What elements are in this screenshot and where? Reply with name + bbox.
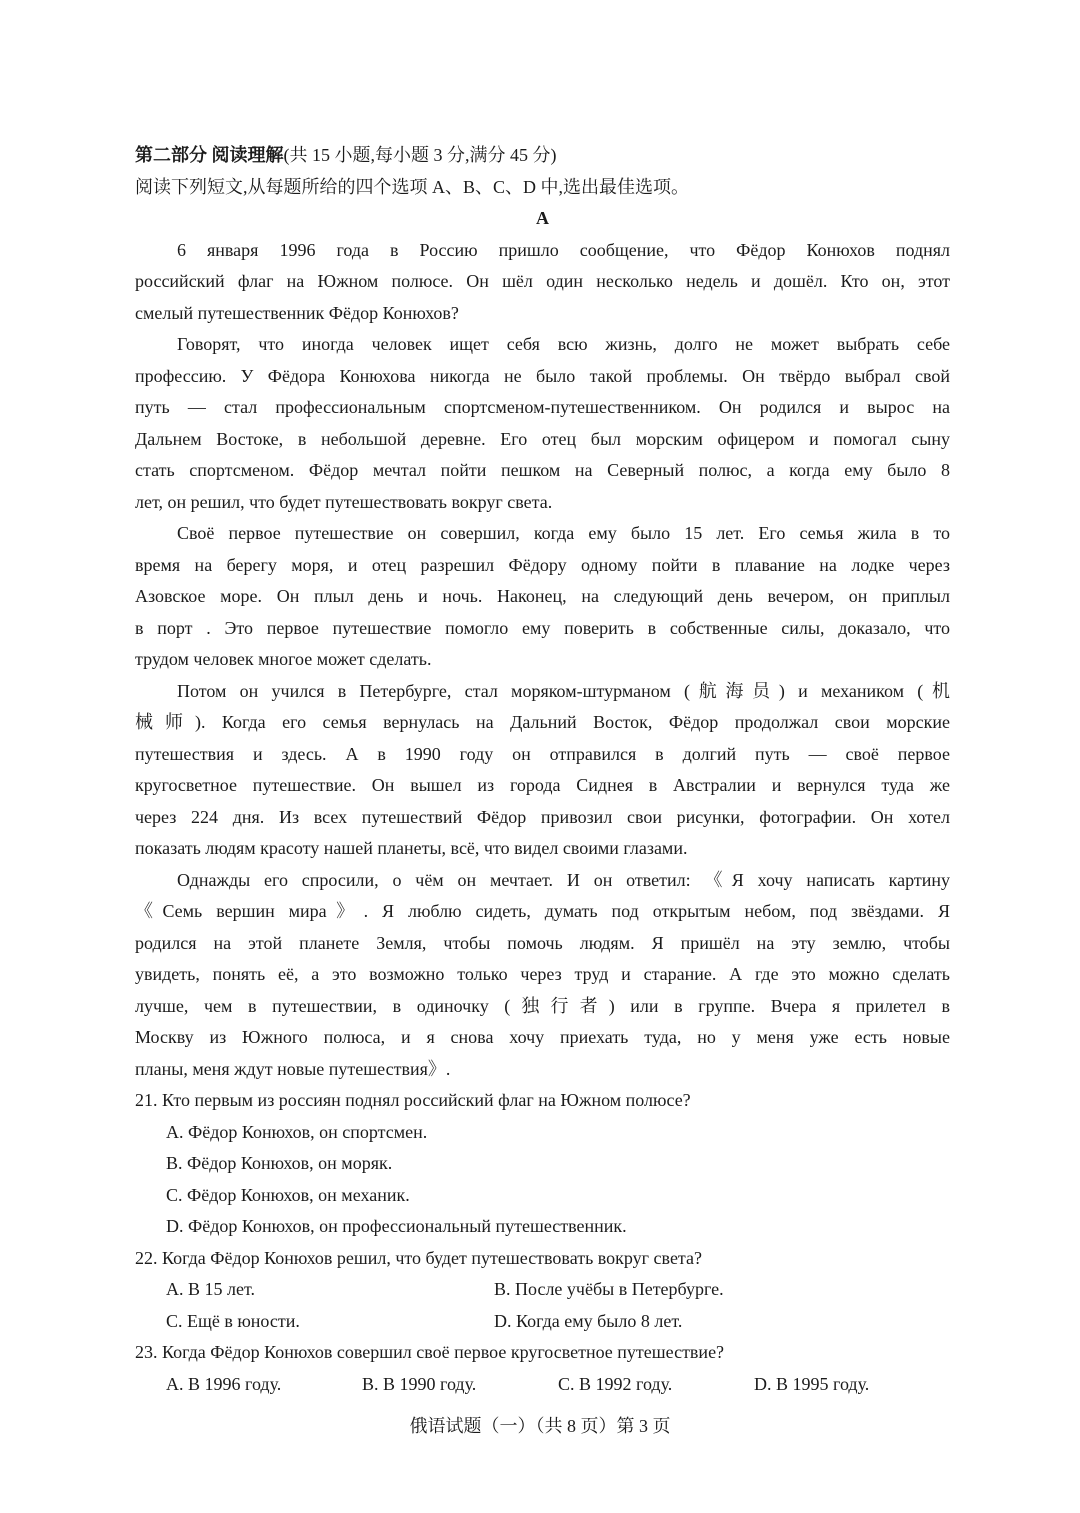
paragraph-line: трудом человек многое может сделать. <box>135 649 432 669</box>
section-note: (共 15 小题,每小题 3 分,满分 45 分) <box>283 145 557 165</box>
answer-option[interactable]: A. Фёдор Конюхов, он спортсмен. <box>166 1121 428 1142</box>
paragraph-line: профессию. У Фёдора Конюхова никогда не было такой проблемы. Он твёрдо выбрал свой <box>135 365 950 386</box>
paragraph-line: Однажды его спросили, о чём он мечтает. И он ответил: 《Я хочу написать картину <box>177 869 950 890</box>
option-row <box>135 1117 950 1149</box>
passage <box>135 235 950 1086</box>
paragraph <box>135 329 950 518</box>
questions <box>135 1085 950 1400</box>
paragraph-line: путь — стал профессиональным спортсменом-путешественником. Он родился и вырос на <box>135 397 950 417</box>
answer-option[interactable]: D. Фёдор Конюхов, он профессиональный путешественник. <box>166 1216 627 1236</box>
answer-option[interactable]: D. Когда ему было 8 лет. <box>494 1310 683 1331</box>
paragraph-line: время на берегу моря, и отец разрешил Фёдору одному пойти в плавание на лодке через <box>135 554 950 575</box>
paragraph <box>135 235 950 330</box>
answer-option[interactable]: A. В 15 лет. <box>166 1279 255 1299</box>
paragraph-line: стать спортсменом. Фёдор мечтал пойти пешком на Северный полюс, а когда ему было 8 <box>135 460 950 480</box>
paragraph-line: Потом он учился в Петербурге, стал моряком-штурманом (航海员) и механиком (机 <box>177 680 950 701</box>
paragraph <box>135 865 950 1086</box>
paragraph-line: путешествия и здесь. А в 1990 году он отправился в долгий путь — своё первое <box>135 743 950 764</box>
question <box>135 1337 950 1400</box>
option-row <box>135 1180 950 1212</box>
paragraph-line: увидеть, понять её, а это возможно только через труд и старание. А где это можно сделать <box>135 964 950 984</box>
paragraph-line: 6 января 1996 года в Россию пришло сообщение, что Фёдор Конюхов поднял <box>177 239 950 260</box>
question <box>135 1085 950 1243</box>
question <box>135 1243 950 1338</box>
option-row <box>135 1211 950 1243</box>
question-stem: 23. Когда Фёдор Конюхов совершил своё первое кругосветное путешествие? <box>135 1342 725 1362</box>
paragraph-line: родился на этой планете Земля, чтобы помочь людям. Я пришёл на эту землю, чтобы <box>135 932 950 953</box>
paragraph-line: планы, меня ждут новые путешествия》. <box>135 1058 451 1079</box>
answer-option[interactable]: B. Фёдор Конюхов, он моряк. <box>166 1153 393 1173</box>
option-row <box>135 1148 950 1180</box>
passage-label: A <box>536 208 549 228</box>
question-stem: 21. Кто первым из россиян поднял российский флаг на Южном полюсе? <box>135 1090 691 1110</box>
answer-option[interactable]: A. В 1996 году. <box>166 1373 282 1394</box>
paragraph-line: кругосветное путешествие. Он вышел из города Сиднея в Австралии и вернулся туда же <box>135 775 950 795</box>
answer-option[interactable]: C. В 1992 году. <box>558 1373 673 1394</box>
section-title: 第二部分 阅读理解 <box>135 145 284 165</box>
paragraph-line: через 224 дня. Из всех путешествий Фёдор привозил свои рисунки, фотографии. Он хотел <box>135 806 950 827</box>
answer-option[interactable]: B. После учёбы в Петербурге. <box>494 1279 724 1299</box>
section-heading <box>135 140 950 172</box>
answer-option[interactable]: B. В 1990 году. <box>362 1373 477 1394</box>
answer-option[interactable]: D. В 1995 году. <box>754 1373 870 1394</box>
paragraph-line: Своё первое путешествие он совершил, когда ему было 15 лет. Его семья жила в то <box>177 523 950 543</box>
instruction: 阅读下列短文,从每题所给的四个选项 A、B、C、D 中,选出最佳选项。 <box>135 176 690 197</box>
paragraph-line: 械师). Когда его семья вернулась на Дальний Восток, Фёдор продолжал свои морские <box>135 712 950 732</box>
exam-page <box>135 140 950 1400</box>
paragraph-line: 《Семь вершин мира》. Я люблю сидеть, думать под открытым небом, под звёздами. Я <box>135 901 950 921</box>
paragraph-line: показать людям красоту нашей планеты, всё, что видел своими глазами. <box>135 838 688 858</box>
paragraph-line: Азовское море. Он плыл день и ночь. Наконец, на следующий день вечером, он приплыл <box>135 586 950 606</box>
paragraph-line: российский флаг на Южном полюсе. Он шёл один несколько недель и дошёл. Кто он, этот <box>135 271 950 291</box>
question-stem: 22. Когда Фёдор Конюхов решил, что будет путешествовать вокруг света? <box>135 1247 702 1268</box>
paragraph-line: Дальнем Востоке, в небольшой деревне. Его отец был морским офицером и помогал сыну <box>135 428 950 449</box>
paragraph-line: в порт . Это первое путешествие помогло ему поверить в собственные силы, доказало, что <box>135 617 950 638</box>
option-row <box>135 1306 950 1338</box>
paragraph <box>135 676 950 865</box>
option-row <box>135 1274 950 1306</box>
paragraph-line: лучше, чем в путешествии, в одиночку (独行者) или в группе. Вчера я прилетел в <box>135 995 950 1016</box>
paragraph-line: Москву из Южного полюса, и я снова хочу приехать туда, но у меня уже есть новые <box>135 1027 950 1047</box>
paragraph-line: смелый путешественник Фёдор Конюхов? <box>135 302 459 323</box>
paragraph <box>135 518 950 676</box>
answer-option[interactable]: C. Фёдор Конюхов, он механик. <box>166 1184 410 1205</box>
option-row <box>135 1369 950 1401</box>
paragraph-line: Говорят, что иногда человек ищет себя всю жизнь, долго не может выбрать себе <box>177 334 950 354</box>
paragraph-line: лет, он решил, что будет путешествовать вокруг света. <box>135 491 553 512</box>
answer-option[interactable]: C. Ещё в юности. <box>166 1310 300 1331</box>
page-footer: 俄语试题（一）（共 8 页）第 3 页 <box>409 1416 671 1436</box>
